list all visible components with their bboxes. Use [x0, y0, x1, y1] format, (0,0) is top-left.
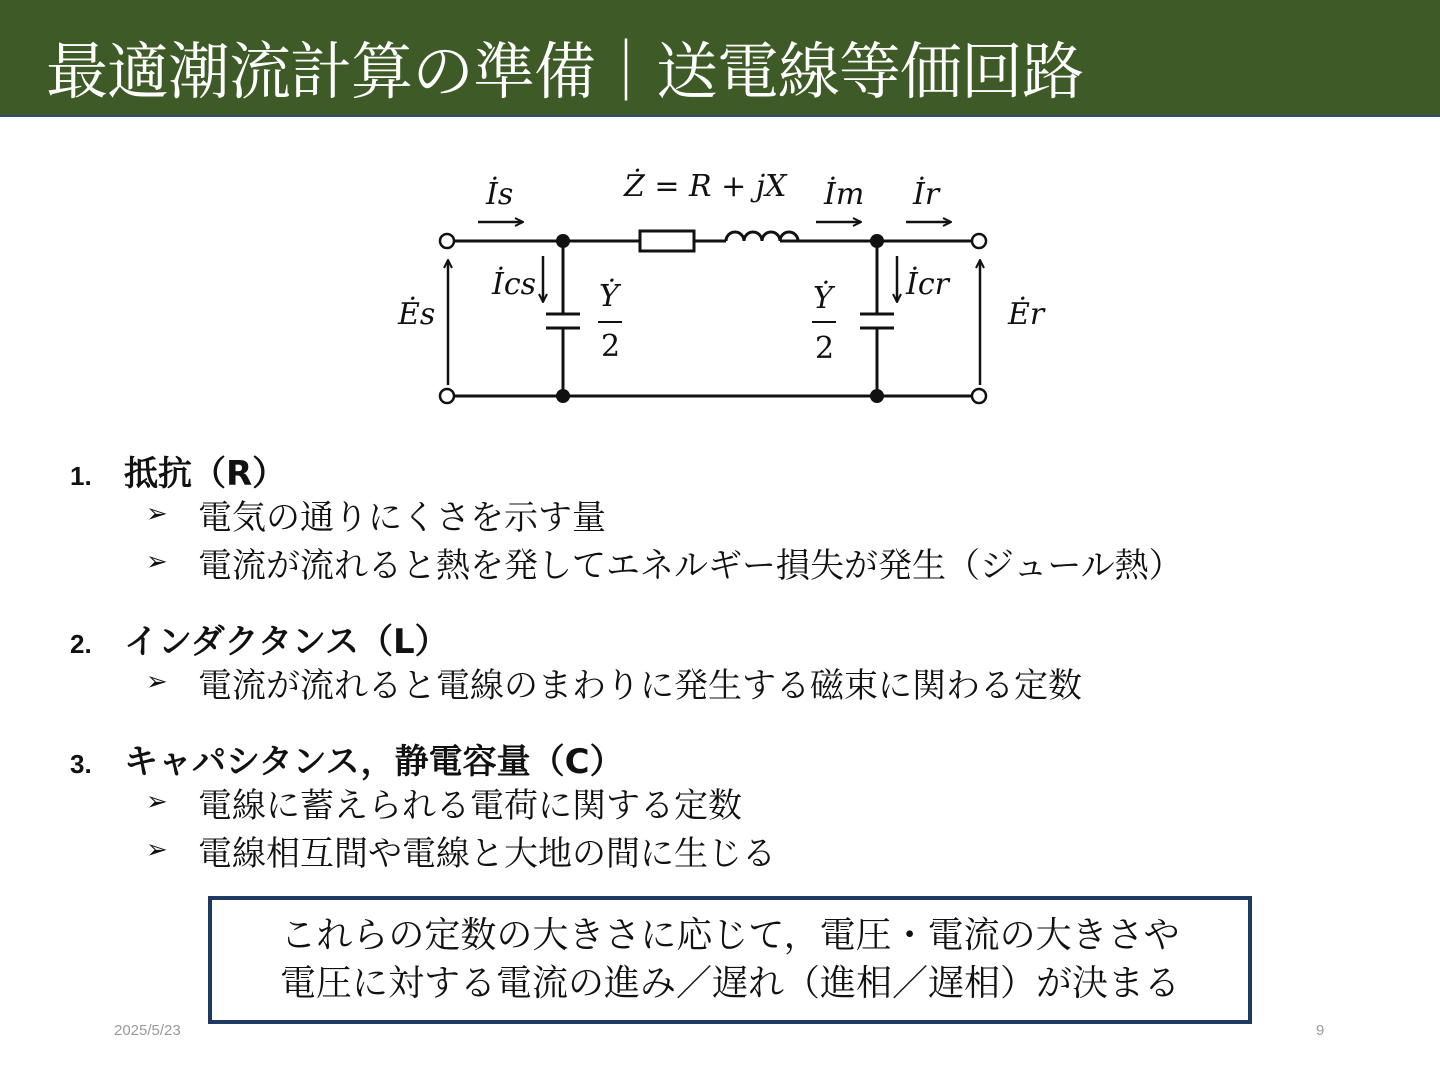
section-title: インダクタンス（L）	[124, 622, 449, 662]
sending-terminal-top	[440, 234, 454, 248]
bullet-text: 電線相互間や電線と大地の間に生じる	[198, 833, 776, 874]
section-title: キャパシタンス，静電容量（C）	[124, 742, 624, 782]
summary-box	[208, 896, 1252, 1024]
equivalent-circuit-diagram	[380, 150, 1080, 420]
voltage-er-label: Ėr	[1008, 297, 1045, 332]
list-item	[146, 658, 1410, 706]
title-bar	[0, 0, 1440, 117]
list-item	[146, 538, 1410, 586]
current-is-label: İs	[486, 177, 514, 212]
junction-dot-tr	[870, 234, 884, 248]
current-im-label: İm	[824, 177, 865, 212]
right-admittance-denominator: 2	[815, 331, 835, 366]
left-admittance-numerator: Ẏ	[599, 279, 619, 314]
resistor-symbol	[640, 231, 694, 251]
summary-line-1: これらの定数の大きさに応じて，電圧・電流の大きさや	[280, 915, 1180, 956]
voltage-es-label: Ės	[398, 297, 436, 332]
bullet-text: 電線に蓄えられる電荷に関する定数	[198, 785, 742, 826]
list-item	[146, 778, 1410, 826]
bullet-text: 電流が流れると電線のまわりに発生する磁束に関わる定数	[198, 665, 1082, 706]
list-item	[146, 826, 1410, 874]
receiving-terminal-top	[972, 234, 986, 248]
page-number: 9	[1316, 1022, 1325, 1039]
section-number: 1.	[70, 461, 92, 491]
arrow-bullet-icon: ➢	[146, 547, 168, 577]
junction-dot-tl	[556, 234, 570, 248]
left-admittance-denominator: 2	[601, 329, 621, 364]
arrow-bullet-icon: ➢	[146, 499, 168, 529]
footer-date: 2025/5/23	[114, 1022, 181, 1039]
bullet-text: 電流が流れると熱を発してエネルギー損失が発生（ジュール熱）	[198, 545, 1183, 586]
bullet-text: 電気の通りにくさを示す量	[198, 497, 606, 538]
section-title: 抵抗（R）	[124, 454, 287, 494]
arrow-bullet-icon: ➢	[146, 835, 168, 865]
arrow-bullet-icon: ➢	[146, 787, 168, 817]
current-ir-label: İr	[913, 177, 940, 212]
section-capacitance	[70, 734, 1410, 874]
current-icr-label: İcr	[906, 267, 949, 302]
section-number: 2.	[70, 629, 92, 659]
sending-terminal-bottom	[440, 389, 454, 403]
arrow-bullet-icon: ➢	[146, 667, 168, 697]
list-item	[146, 490, 1410, 538]
section-resistance	[70, 446, 1410, 586]
section-number: 3.	[70, 749, 92, 779]
page-title: 最適潮流計算の準備｜送電線等価回路	[46, 35, 1084, 108]
right-admittance-numerator: Ẏ	[813, 281, 833, 316]
section-inductance	[70, 614, 1410, 706]
receiving-terminal-bottom	[972, 389, 986, 403]
junction-dot-bl	[556, 389, 570, 403]
summary-line-2: 電圧に対する電流の進み／遅れ（進相／遅相）が決まる	[279, 963, 1180, 1004]
impedance-label: Ż = R + jX	[624, 169, 787, 204]
current-ics-label: İcs	[492, 267, 537, 302]
junction-dot-br	[870, 389, 884, 403]
